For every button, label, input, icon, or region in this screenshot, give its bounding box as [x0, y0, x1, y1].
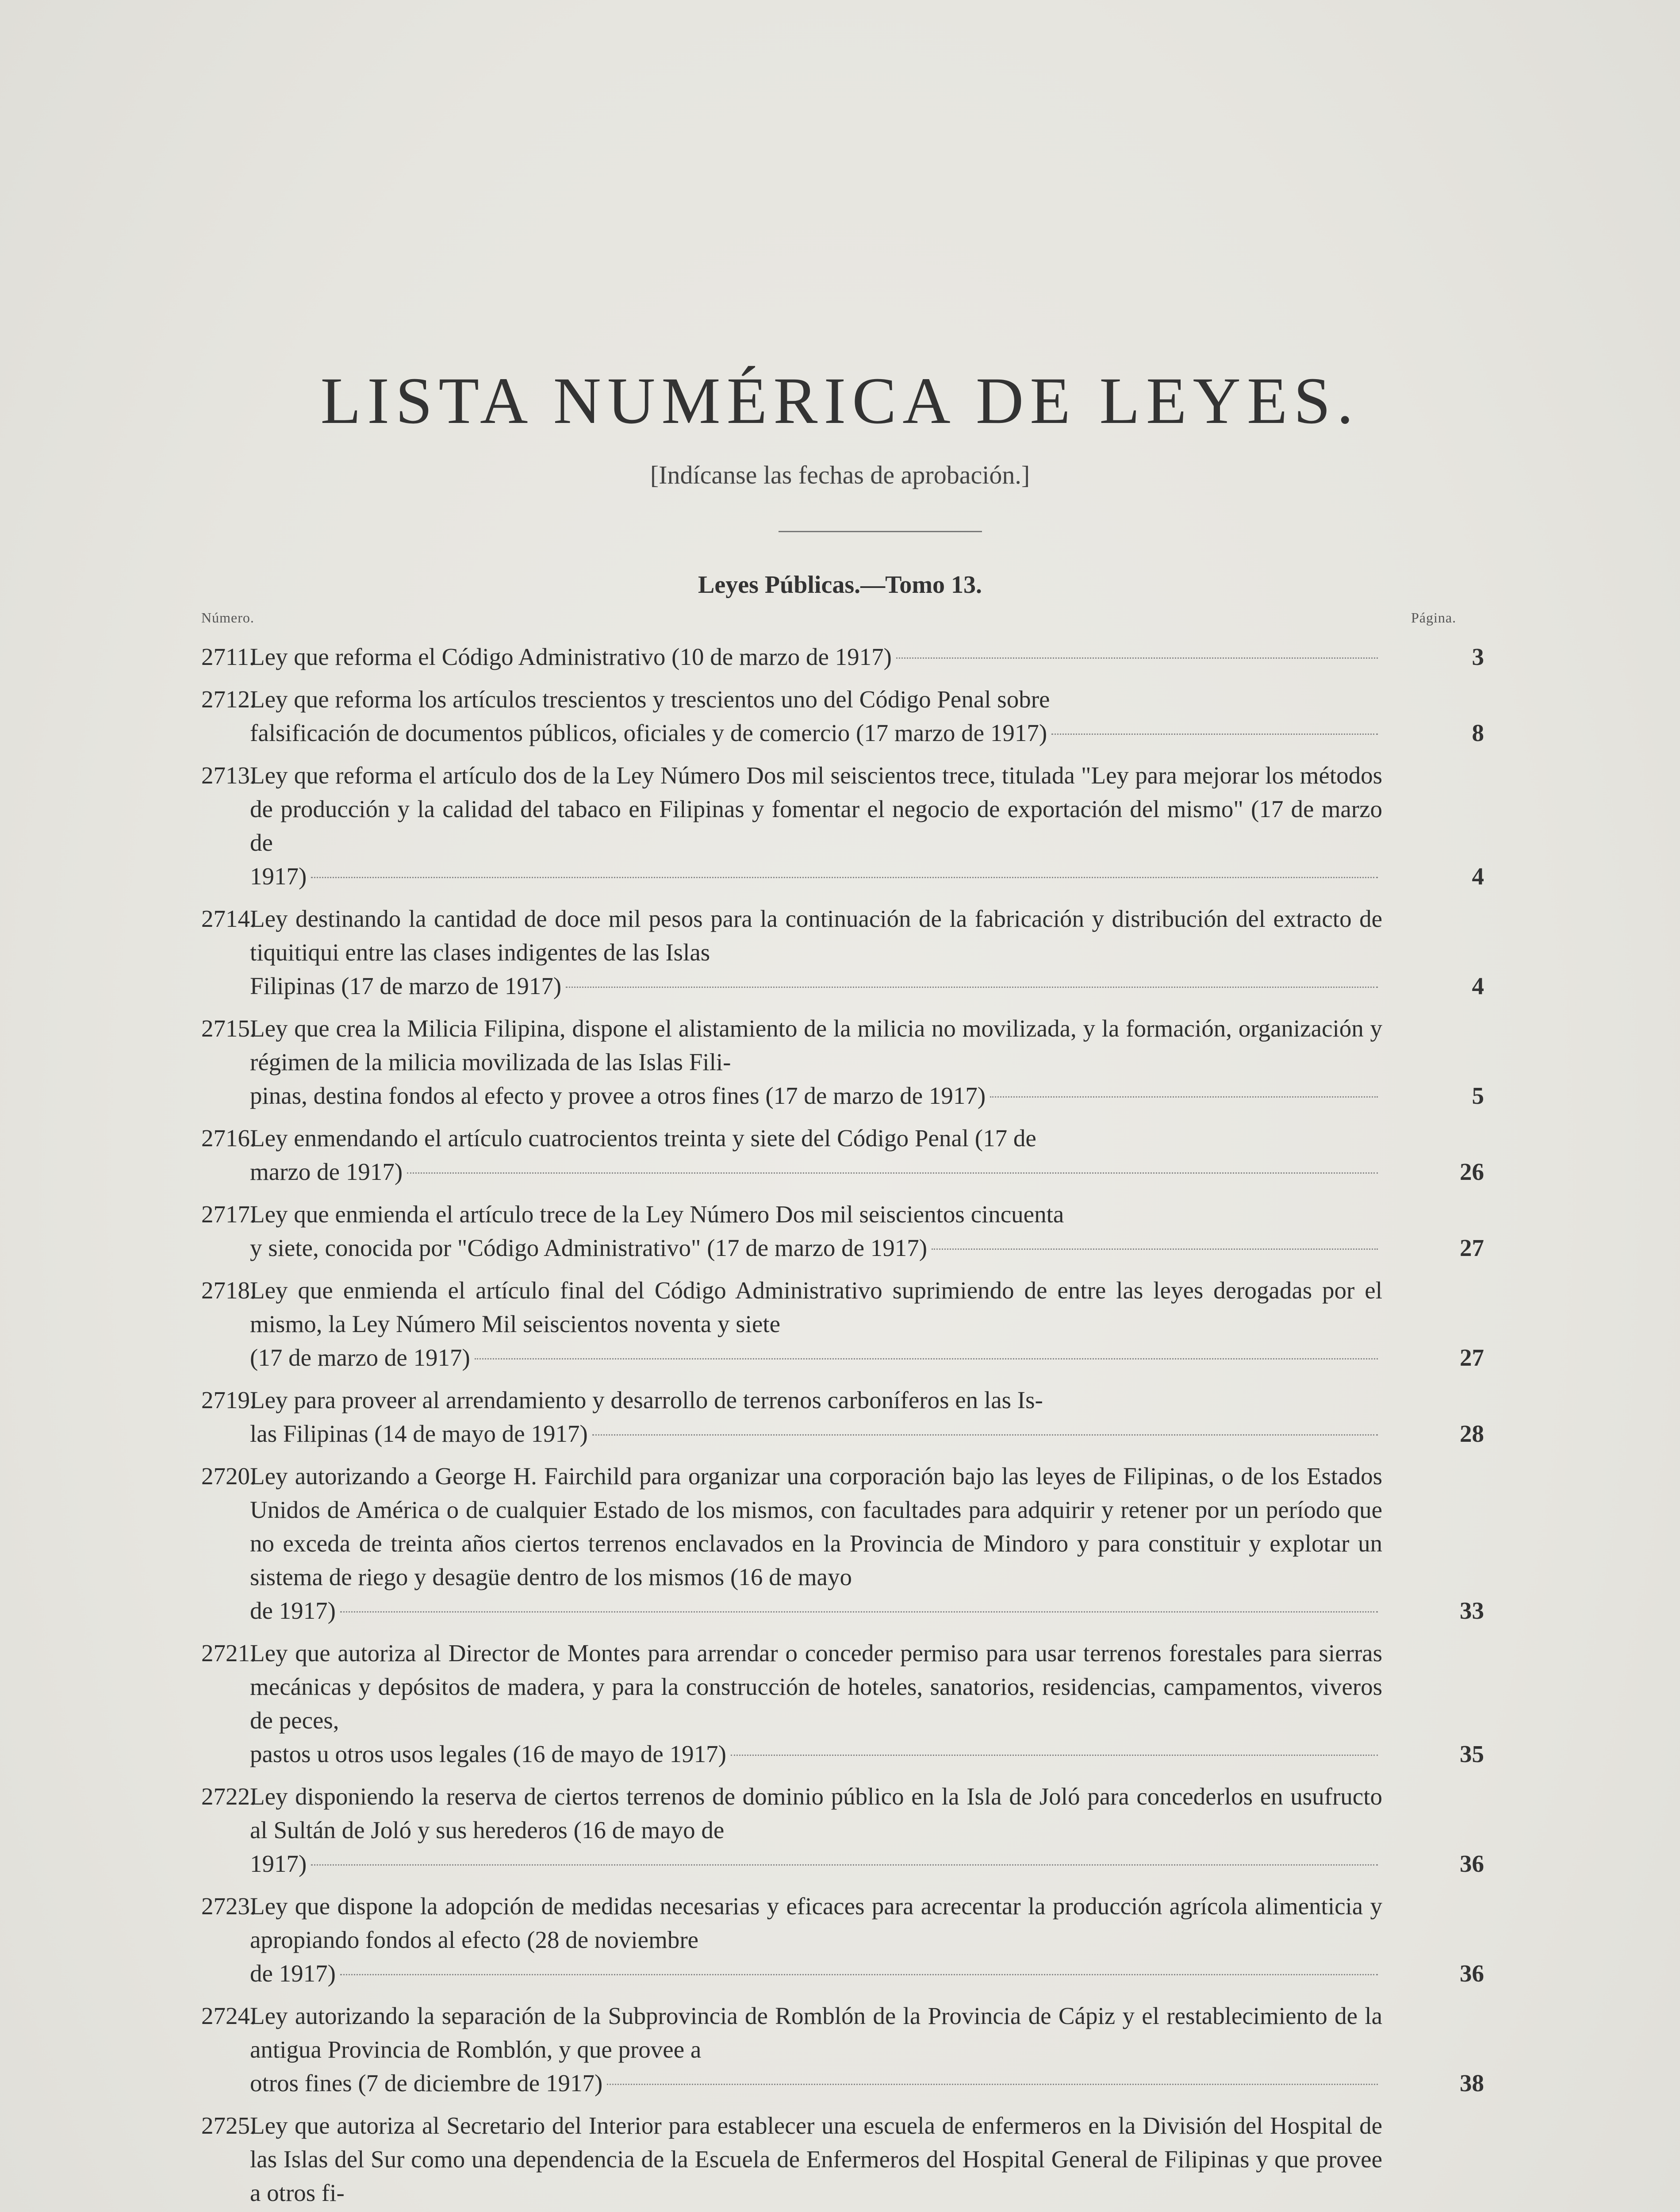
law-date: falsificación de documentos públicos, oficiales y de comercio (17 marzo de 1917) — [250, 719, 1047, 746]
page-number: 4 — [1472, 863, 1484, 890]
page-number: 35 — [1460, 1740, 1484, 1767]
leader-dots — [932, 1248, 1378, 1250]
list-item — [201, 1274, 1484, 1375]
law-description: Ley disponiendo la reserva de ciertos terrenos de dominio público en la Isla de Joló para concederlos en usufructo al Sultán de Joló y sus herederos (16 de mayo de — [250, 1783, 1382, 1843]
list-item — [201, 1636, 1484, 1771]
leader-dots — [340, 1611, 1378, 1613]
law-list — [201, 640, 1484, 2212]
law-date: de 1917) — [250, 1960, 336, 1987]
page-number: 4 — [1472, 972, 1484, 999]
page-number — [1431, 2210, 1484, 2212]
law-date: 1917) — [250, 863, 307, 890]
law-description: Ley que enmienda el artículo trece de la Ley Número Dos mil seiscientos cincuenta — [250, 1201, 1064, 1228]
section-heading: Leyes Públicas.—Tomo 13. — [698, 571, 982, 599]
law-description: Ley autorizando a George H. Fairchild para organizar una corporación bajo las leyes de Filipinas, o de los Estados Unidos de América o de cualquier Estado de los mismos, con facultades para adquirir y retener por un período que no exceda de treinta años ciertos terrenos enclavados en la Provincia de Mindoro y para constituir y explotar un sistema de riego y desagüe dentro de los mismos (16 de mayo — [250, 1463, 1382, 1590]
leader-dots — [475, 1358, 1378, 1359]
leader-dots — [990, 1096, 1378, 1098]
leader-dots — [592, 1434, 1378, 1436]
law-number: 2713. — [201, 762, 256, 789]
law-number: 2724. — [201, 2002, 256, 2029]
law-description-end — [250, 2210, 1382, 2212]
page-number: 3 — [1472, 643, 1484, 670]
page-number: 36 — [1460, 1850, 1484, 1877]
law-date: pinas, destina fondos al efecto y provee a otros fines (17 de marzo de 1917) — [250, 1082, 986, 1109]
list-item — [201, 1198, 1484, 1265]
law-number: 2720. — [201, 1463, 256, 1490]
law-description-end — [250, 860, 1382, 893]
law-number: 2718. — [201, 1277, 256, 1304]
law-description: Ley que enmienda el artículo final del Código Administrativo suprimiendo de entre las leyes derogadas por el mismo, la Ley Número Mil seiscientos noventa y siete — [250, 1277, 1382, 1337]
law-date: Ley que reforma el Código Administrativo (10 de marzo de 1917) — [250, 643, 892, 670]
law-description-end — [250, 1155, 1382, 1189]
list-item — [201, 1999, 1484, 2100]
law-number: 2711. — [201, 643, 255, 670]
list-item — [201, 1459, 1484, 1628]
law-description-end — [250, 1594, 1382, 1628]
law-description: Ley que reforma el artículo dos de la Ley Número Dos mil seiscientos trece, titulada "Ley para mejorar los métodos de producción y la calidad del tabaco en Filipinas y fomentar el negocio de exportación del mismo" (17 de marzo de — [250, 762, 1382, 856]
law-date: marzo de 1917) — [250, 1158, 403, 1185]
list-item — [201, 759, 1484, 893]
law-number: 2725. — [201, 2112, 256, 2139]
law-number: 2722. — [201, 1783, 256, 1810]
page-subtitle: [Indícanse las fechas de aprobación.] — [650, 461, 1030, 489]
law-description-end — [250, 716, 1382, 750]
leader-dots — [566, 987, 1378, 988]
page-number: 38 — [1460, 2070, 1484, 2097]
list-item — [201, 1012, 1484, 1113]
law-description: Ley enmendando el artículo cuatrocientos treinta y siete del Código Penal (17 de — [250, 1125, 1036, 1152]
column-header-number: Número. — [201, 610, 254, 626]
page-number: 27 — [1460, 1344, 1484, 1371]
law-date: pastos u otros usos legales (16 de mayo de 1917) — [250, 1740, 726, 1767]
law-description-end — [250, 1231, 1382, 1265]
law-description-end — [250, 1957, 1382, 1990]
law-description-end — [250, 1341, 1382, 1375]
list-item — [201, 1121, 1484, 1189]
leader-dots — [340, 1974, 1378, 1975]
list-item — [201, 683, 1484, 750]
leader-dots — [311, 877, 1378, 878]
law-description-end — [250, 1417, 1382, 1451]
list-item — [201, 2109, 1484, 2212]
law-description-end — [250, 2066, 1382, 2100]
law-description-end — [250, 969, 1382, 1003]
page-number: 33 — [1460, 1597, 1484, 1624]
list-item — [201, 1889, 1484, 1990]
law-number: 2716. — [201, 1125, 256, 1152]
list-item — [201, 640, 1484, 674]
law-number: 2723. — [201, 1893, 256, 1920]
law-description: Ley para proveer al arrendamiento y desarrollo de terrenos carboníferos en las Is- — [250, 1386, 1043, 1413]
law-description: Ley que autoriza al Director de Montes para arrendar o conceder permiso para usar terrenos forestales para sierras mecánicas y depósitos de madera, y para la construcción de hoteles, sanatorios, residencias, campamentos, viveros de peces, — [250, 1640, 1382, 1734]
law-date: 1917) — [250, 1850, 307, 1877]
leader-dots — [1051, 733, 1378, 735]
law-description: Ley autorizando la separación de la Subprovincia de Romblón de la Provincia de Cápiz y el restablecimiento de la antigua Provincia de Romblón, y que provee a — [250, 2002, 1382, 2063]
page-number: 26 — [1460, 1158, 1484, 1185]
leader-dots — [311, 1864, 1378, 1866]
law-date: (17 de marzo de 1917) — [250, 1344, 470, 1371]
page-number: 28 — [1460, 1420, 1484, 1447]
law-description-end — [250, 1737, 1382, 1771]
law-description: Ley que dispone la adopción de medidas necesarias y eficaces para acrecentar la producción agrícola alimenticia y apropiando fondos al efecto (28 de noviembre — [250, 1893, 1382, 1953]
law-number: 2721. — [201, 1640, 256, 1667]
law-description: Ley que autoriza al Secretario del Interior para establecer una escuela de enfermeros en la División del Hospital de las Islas del Sur como una dependencia de la Escuela de Enfermeros del Hospital General de Filipinas y que provee a otros fi- — [250, 2112, 1382, 2206]
law-date: Filipinas (17 de marzo de 1917) — [250, 972, 562, 999]
law-number: 2719. — [201, 1386, 256, 1413]
law-description: Ley que crea la Milicia Filipina, dispone el alistamiento de la milicia no movilizada, y la formación, organización y régimen de la milicia movilizada de las Islas Fili- — [250, 1015, 1382, 1075]
page-title: LISTA NUMÉRICA DE LEYES. — [320, 364, 1360, 438]
law-number: 2714. — [201, 905, 256, 932]
law-description: Ley destinando la cantidad de doce mil pesos para la continuación de la fabricación y distribución del extracto de tiquitiqui entre las clases indigentes de las Islas — [250, 905, 1382, 966]
list-item — [201, 902, 1484, 1003]
law-number: 2717. — [201, 1201, 256, 1228]
leader-dots — [896, 657, 1378, 659]
law-description-end — [250, 640, 1382, 674]
list-item — [201, 1383, 1484, 1451]
law-date: de 1917) — [250, 1597, 336, 1624]
law-description: Ley que reforma los artículos trescientos y trescientos uno del Código Penal sobre — [250, 686, 1050, 713]
law-description-end — [250, 1079, 1382, 1113]
law-number: 2712. — [201, 686, 256, 713]
leader-dots — [607, 2084, 1378, 2085]
divider — [779, 531, 982, 532]
page-number: 36 — [1460, 1960, 1484, 1987]
law-date: otros fines (7 de diciembre de 1917) — [250, 2070, 603, 2097]
leader-dots — [731, 1755, 1378, 1756]
page-number: 27 — [1460, 1234, 1484, 1261]
leader-dots — [407, 1172, 1378, 1174]
law-date: y siete, conocida por "Código Administrativo" (17 de marzo de 1917) — [250, 1234, 928, 1261]
law-number: 2715. — [201, 1015, 256, 1042]
law-date: las Filipinas (14 de mayo de 1917) — [250, 1420, 588, 1447]
law-date — [250, 2210, 545, 2212]
list-item — [201, 1780, 1484, 1881]
page-number: 8 — [1472, 719, 1484, 746]
law-description-end — [250, 1847, 1382, 1881]
column-header-page: Página. — [1411, 610, 1457, 626]
page-number: 5 — [1472, 1082, 1484, 1109]
